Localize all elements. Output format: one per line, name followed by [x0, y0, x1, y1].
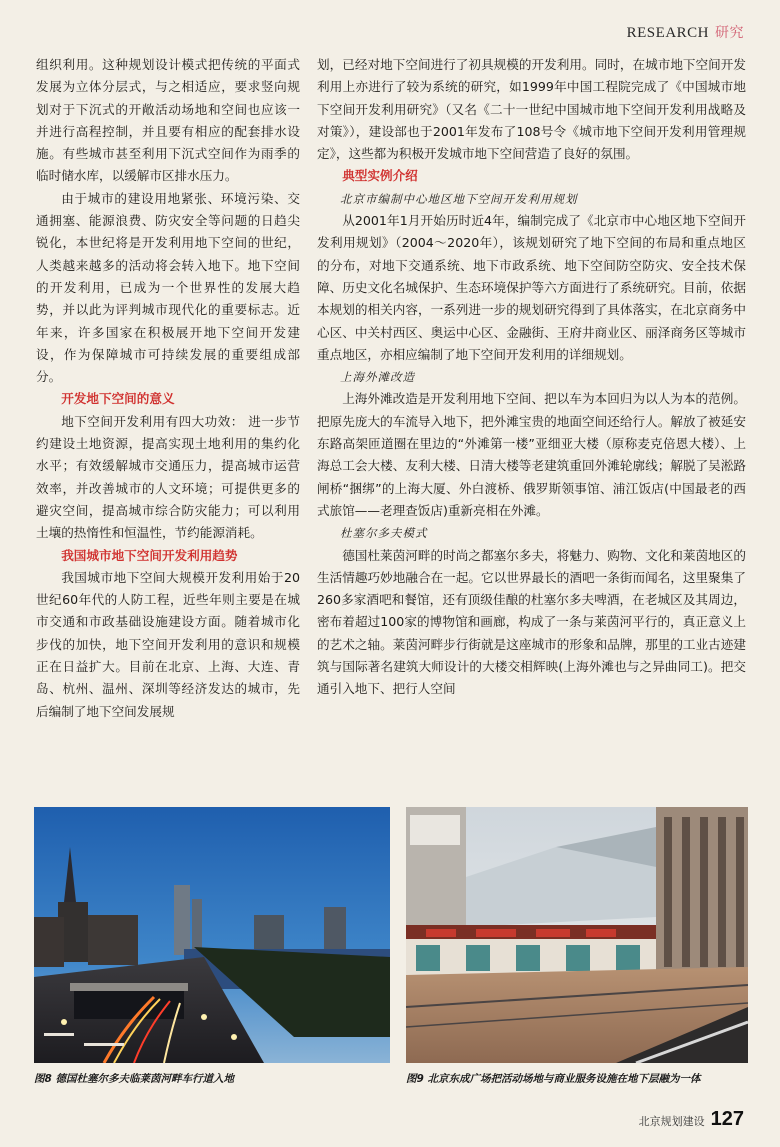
section-heading: 典型实例介绍 — [342, 168, 418, 184]
paragraph: 我国城市地下空间大规模开发利用始于20世纪60年代的人防工程，近些年则主要是在城市交通和市政基础设施建设方面。随着城市化步伐的加快，地下空间开发利用的意识和规模正在日益扩大。目前在北京、上海、大连、青岛、杭州、温州、深圳等经济发达的城市，先后编制了地下空间发展规 — [36, 569, 300, 719]
figure-8-caption: 图8 德国杜塞尔多夫临莱茵河畔车行道入地 — [34, 1073, 234, 1085]
paragraph: 组织利用。这种规划设计模式把传统的平面式发展为立体分层式，与之相适应，要求竖向规划对于下沉式的开敞活动场地和空间也应该一并进行高程控制，并且要有相应的配套排水设施。有些城市甚至利用下沉式空间作为雨季的临时储水库，以缓解市区排水压力。 — [36, 57, 300, 184]
section-header — [627, 22, 744, 42]
section-heading: 我国城市地下空间开发利用趋势 — [61, 547, 238, 563]
paragraph: 上海外滩改造是开发利用地下空间、把以车为本回归为以人为本的范例。把原先庞大的车流导入地下，把外滩宝贵的地面空间还给行人。解放了被延安东路高架匝道圈在里边的“外滩第一楼”亚细亚大楼（原称麦克倍恩大楼）、上海总工会大楼、友利大楼、日清大楼等老建筑重回外滩轮廓线；解脱了吴淞路闸桥“捆绑”的上海大厦、外白渡桥、俄罗斯领事馆、浦江饭店(中国最老的西式旅馆——老理查饭店)重新亮相在外滩。 — [317, 391, 746, 518]
case-heading: 北京市编制中心地区地下空间开发利用规划 — [340, 191, 578, 206]
right-column — [317, 54, 746, 701]
section-label-cn: 研究 — [715, 25, 744, 41]
paragraph: 划，已经对地下空间进行了初具规模的开发利用。同时，在城市地下空间开发利用上亦进行了较为系统的研究，如1999年中国工程院完成了《中国城市地下空间开发利用研究》（又名《二十一世纪中国城市地下空间开发利用战略及对策》），建设部也于2001年发布了108号令《城市地下空间开发利用管理规定》，这些都为积极开发城市地下空间营造了良好的氛围。 — [317, 57, 746, 162]
journal-name: 北京规划建设 — [638, 1115, 705, 1128]
figure-9-caption: 图9 北京东成广场把活动场地与商业服务设施在地下层融为一体 — [406, 1073, 701, 1085]
paragraph: 德国杜莱茵河畔的时尚之都塞尔多夫，将魅力、购物、文化和莱茵地区的生活情趣巧妙地融合在一起。它以世界最长的酒吧一条街而闻名，这里聚集了260多家酒吧和餐馆，还有顶级佳酿的杜塞尔多夫啤酒，在老城区及其周边，密布着超过100家的博物馆和画廊，构成了一条与莱茵河平行的，真正意义上的艺术之轴。莱茵河畔步行街就是这座城市的形象和品牌，那里的工业古迹建筑与国际著名建筑大师设计的大楼交相辉映(上海外滩也与之异曲同工)。把交通引入地下、把行人空间 — [317, 547, 746, 697]
left-column — [36, 54, 300, 723]
case-heading: 上海外滩改造 — [340, 370, 415, 385]
figure-9-photo — [406, 807, 748, 1063]
section-heading: 开发地下空间的意义 — [61, 391, 175, 407]
section-label-en: RESEARCH — [626, 25, 709, 41]
page-footer — [639, 1108, 744, 1131]
page-number: 127 — [710, 1108, 744, 1130]
case-heading: 杜塞尔多夫模式 — [340, 526, 428, 541]
paragraph: 从2001年1月开始历时近4年，编制完成了《北京市中心地区地下空间开发利用规划》（2004～2020年），该规划研究了地下空间的布局和重点地区的分布，对地下交通系统、地下市政系统、地下空间防空防灾、安全技术保障、历史文化名城保护、生态环境保护等六方面进行了系统研究。目前，依据本规划的相关内容，一系列进一步的规划研究得到了具体落实，在北京商务中心区、中关村西区、奥运中心区、金融街、王府井商业区、丽泽商务区等城市重点地区，亦相应编制了地下空间开发利用的详细规划。 — [317, 213, 746, 362]
figure-8-photo — [34, 807, 390, 1063]
paragraph: 地下空间开发利用有四大功效： 进一步节约建设土地资源，提高实现土地利用的集约化水平；有效缓解城市交通压力，提高城市运营效率，并改善城市的人文环境；可提供更多的避灾空间，提高城市综合防灾能力；可以利用土壤的热惰性和恒温性，节约能源消耗。 — [36, 413, 300, 541]
paragraph: 由于城市的建设用地紧张、环境污染、交通拥塞、能源浪费、防灾安全等问题的日趋尖锐化，本世纪将是开发利用地下空间的世纪，人类越来越多的活动将会转入地下。地下空间的开发利用，已成为一个世界性的发展大趋势，并以此为评判城市现代化的重要标志。近年来，许多国家在积极展开地下空间开发建设，作为保障城市可持续发展的重要组成部分。 — [36, 190, 300, 385]
